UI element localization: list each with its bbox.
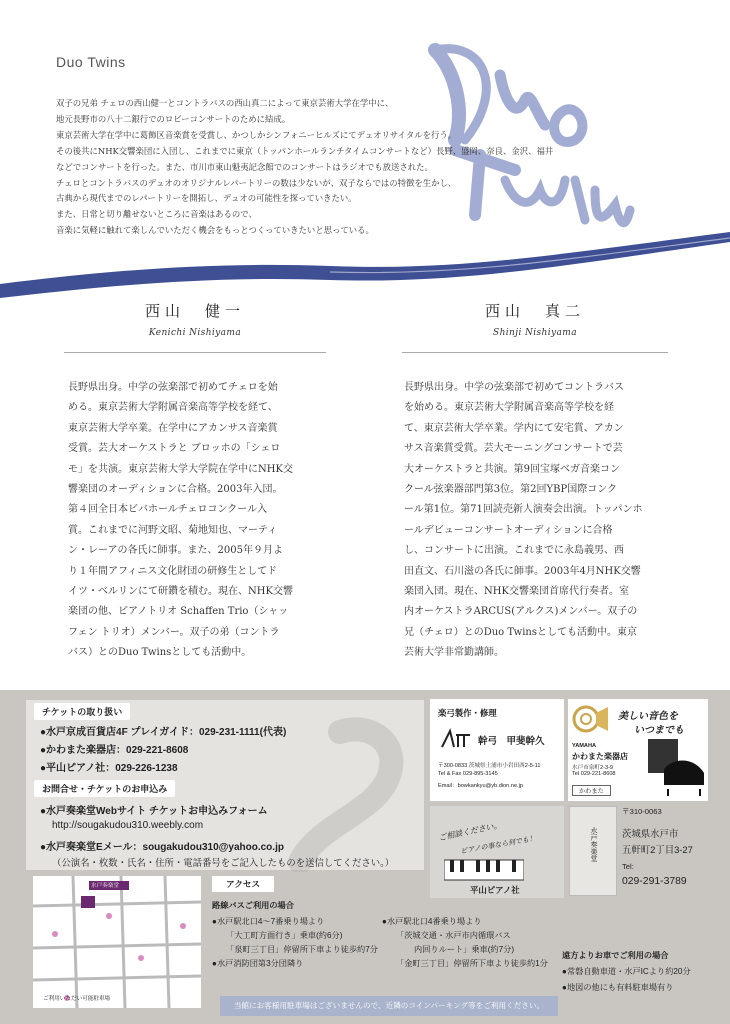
intro-line: などでコンサートを行った。また、市川市東山魁夷記念館でのコンサートはラジオでも放送された。 xyxy=(56,161,433,172)
bus-title: 路線バスご利用の場合 xyxy=(212,901,294,910)
venue-address-1: 茨城県水戸市 xyxy=(622,828,679,839)
bio-line: り１年間アフィニス文化財団の研修生としてド xyxy=(68,565,277,577)
divider xyxy=(64,352,326,353)
shop-name: かわまた楽器店 xyxy=(572,752,628,761)
horn-icon xyxy=(570,703,610,735)
bio-line: フェン トリオ）メンバー。双子の弟（コントラ xyxy=(68,626,280,638)
bio-line: 兄（チェロ）とのDuo Twinsとしても活動中。東京 xyxy=(404,626,638,638)
wave-divider xyxy=(0,214,730,304)
profile-signature: Shinji Nishiyama xyxy=(493,328,577,338)
bio-line: 東京芸術大学卒業。在学中にアカンサス音楽賞 xyxy=(68,422,278,434)
inquiry-label: お問合せ・チケットのお申込み xyxy=(34,780,175,797)
ticket-outlet: ●かわまた楽器店：029-221-8608 xyxy=(40,745,189,756)
bus-route-line: 「泉町三丁目」停留所下車より徒歩約7分 xyxy=(226,945,378,954)
bio-line: 長野県出身。中学の弦楽部で初めてチェロを始 xyxy=(68,382,278,393)
bio-line: ールデビューコンサートオーディションに合格 xyxy=(404,524,613,536)
car-line: ●地図の他にも有料駐車場有り xyxy=(562,983,674,992)
bio-line: 響楽団のオーディションに合格。2003年入団。 xyxy=(68,484,283,496)
shop-catch: いつまでも xyxy=(634,725,684,736)
bio-line: 内オーケストラARCUS(アルクス)メンバー。双子の xyxy=(404,606,638,618)
bio-line: クール弦楽器部門第3位。第2回YBP国際コンク xyxy=(404,484,618,496)
tickets-label: チケットの取り扱い xyxy=(34,703,130,720)
profile-signature: Kenichi Nishiyama xyxy=(148,328,242,338)
intro-line: 地元長野市の八十二銀行でのロビーコンサートのために結成。 xyxy=(56,113,291,124)
bio-line: 楽団入団。現在、NHK交響楽団首席代行奏者。室 xyxy=(404,586,629,598)
profile-bio-kenichi xyxy=(68,378,334,664)
profile-name: 西山 真二 xyxy=(484,302,585,320)
swirl-decoration xyxy=(280,702,430,872)
bio-line: ール第1位。第71回読売新人演奏会出演。トッパンホ xyxy=(404,504,643,516)
intro-line: 音楽に気軽に触れて楽しんでいただく機会をもっとつくっていきたいと思っている。 xyxy=(56,225,374,236)
bio-line: バス）とのDuo Twinsとしても活動中。 xyxy=(68,647,252,659)
bio-line: める。東京芸術大学附属音楽高等学校を経て、 xyxy=(68,402,278,414)
bus-route-line: 「金町三丁目」停留所下車より徒歩約1分 xyxy=(396,959,548,968)
bio-line: 芸術大学非常勤講師。 xyxy=(404,647,504,659)
bio-line: 田直文、石川滋の各氏に師事。2003年4月NHK交響 xyxy=(404,565,641,577)
shop-card-hirayama xyxy=(430,806,564,898)
intro-line: 東京芸術大学在学中に葛飾区音楽賞を受賞し、かつしかシンフォニーヒルズにてデュオリサイタルを行う。 xyxy=(56,129,457,140)
shop-address: 〒300-0833 茨城県土浦市小岩田西2-5-11 xyxy=(438,763,541,769)
bus-route-line: 「大工町方面行き」乗車(約6分) xyxy=(226,931,343,940)
car-title: 遠方よりお車でご利用の場合 xyxy=(562,951,669,960)
bio-line: モ」を共演。東京芸術大学大学院在学中にNHK交 xyxy=(68,463,293,475)
bus-route-line: ●水戸消防団第3分団隣り xyxy=(212,959,304,968)
shop-email: Email：bowkankyu@yb.dion.ne.jp xyxy=(438,783,523,789)
intro-line: チェロとコントラバスのデュオのオリジナルレパートリーの数は少ないが、双子ならではの特徴を生かし、 xyxy=(56,177,457,188)
bus-route-line: 「茨城交通・水戸市内循環バス xyxy=(396,931,511,940)
venue-postal: 〒310-0063 xyxy=(622,807,662,816)
profile-shinji xyxy=(402,300,668,353)
shop-tel: Tel & Fax 029-895-3145 xyxy=(438,771,498,777)
access-label: アクセス xyxy=(212,876,274,892)
venue-tel: 029-291-3789 xyxy=(622,876,687,887)
shop-catch: ご相談ください。 xyxy=(437,820,503,843)
ticket-outlet: ●平山ピアノ社：029-226-1238 xyxy=(40,763,178,774)
parking-notice: 当館にお客様用駐車場はございませんので、近隣のコインパーキング等をご利用ください。 xyxy=(220,996,558,1016)
email-note: （公演名・枚数・氏名・住所・電話番号をご記入したものを送信してください。） xyxy=(52,857,395,868)
shop-header: 楽弓製作・修理 xyxy=(438,708,497,718)
yamaha-brand: YAMAHA xyxy=(572,743,597,749)
bio-line: 大オーケストラと共演。第9回宝塚ベガ音楽コン xyxy=(404,463,620,475)
bio-line: イツ・ベルリンにて研鑽を積む。現在、NHK交響 xyxy=(68,586,293,598)
profile-bio-shinji xyxy=(404,378,674,664)
venue-photo xyxy=(569,806,617,896)
shop-address: 水戸市泉町2-3-9 xyxy=(572,765,614,771)
duo-twins-title: Duo Twins xyxy=(56,54,126,70)
web-url-link[interactable]: http://sougakudou310.weebly.com xyxy=(52,820,204,831)
profile-kenichi xyxy=(64,300,326,353)
shop-catch: 美しい音色を xyxy=(618,711,678,722)
piano-keys-icon xyxy=(444,856,524,882)
bus-route-line: ●水戸駅北口4番乗り場より xyxy=(382,917,482,926)
intro-line: 古典から現代までのレパートリーを開拓し、デュオの可能性を探っていきたい。 xyxy=(56,193,357,204)
divider xyxy=(402,352,668,353)
intro-line: また、日常と切り離せないところに音楽はあるので、 xyxy=(56,209,257,220)
shop-card-kawamata xyxy=(568,699,708,801)
ticket-outlet: ●水戸京成百貨店4F プレイガイド：029-231-1111(代表) xyxy=(40,727,287,738)
shop-catch: ピアノの事なら何でも！ xyxy=(460,835,537,856)
venue-marker xyxy=(81,896,95,908)
bio-line: 第４回全日本ビバホールチェロコンクール入 xyxy=(68,504,268,516)
bio-line: 長野県出身。中学の弦楽部で初めてコントラバス xyxy=(404,382,624,393)
shop-name: 幹弓 甲斐幹久 xyxy=(478,736,545,747)
shop-tel: Tel 029-221-8608 xyxy=(572,771,616,777)
map-parking-note: ご利用いただい可能駐車場 xyxy=(43,996,111,1002)
bus-route-line: 内回りルート」乗車(約7分) xyxy=(414,945,515,954)
bio-line: ン・レーアの各氏に師事。また、2005年９月よ xyxy=(68,545,283,557)
intro-line: その後共にNHK交響楽団に入団し、これまでに東京（トッパンホールランチタイムコンサートなど）長野、盛岡、奈良、金沢、福井 xyxy=(56,145,554,156)
bio-line: を始める。東京芸術大学附属音楽高等学校を経 xyxy=(404,402,614,414)
shop-card-bow-maker xyxy=(430,699,564,801)
intro-line: 双子の兄弟 チェロの西山健一とコントラバスの西山真二によって東京芸術大学在学中に、 xyxy=(56,98,394,108)
bio-line: 楽団の他、ピアノトリオ Schaffen Trio（シャッ xyxy=(68,606,289,618)
venue-box-label: 水戸奏楽堂 xyxy=(590,827,597,862)
search-box: かわまた xyxy=(572,785,611,796)
email-line[interactable]: ●水戸奏楽堂Eメール：sougakudou310@yahoo.co.jp xyxy=(40,842,284,853)
venue-tel-label: Tel: xyxy=(622,862,634,871)
bio-line: 賞。これまでに河野文昭、菊地知也、マーティ xyxy=(68,524,278,536)
bio-line: 受賞。芸大オーケストラと ブロッホの「シェロ xyxy=(68,443,281,455)
shop-name: 平山ピアノ社 xyxy=(470,885,520,895)
venue-address-2: 五軒町2丁目3-27 xyxy=(622,844,693,855)
profile-name: 西山 健一 xyxy=(144,302,245,320)
bio-line: サス音楽賞受賞。芸大モーニングコンサートで芸 xyxy=(404,443,623,455)
access-map xyxy=(33,876,201,1008)
web-form-label: ●水戸奏楽堂Webサイト チケットお申込みフォーム xyxy=(40,806,268,817)
map-venue-label: 水戸奏楽堂 xyxy=(91,883,119,889)
bus-route-line: ●水戸駅北口4〜7番乗り場より xyxy=(212,917,325,926)
car-line: ●常磐自動車道・水戸ICより約20分 xyxy=(562,967,691,976)
bow-logo-icon xyxy=(440,727,472,751)
bio-line: し、コンサートに出演。これまでに永島義男、西 xyxy=(404,545,624,557)
bio-line: て、東京芸術大学卒業。学内にて安宅賞、アカン xyxy=(404,422,624,434)
piano-icon xyxy=(660,755,706,797)
